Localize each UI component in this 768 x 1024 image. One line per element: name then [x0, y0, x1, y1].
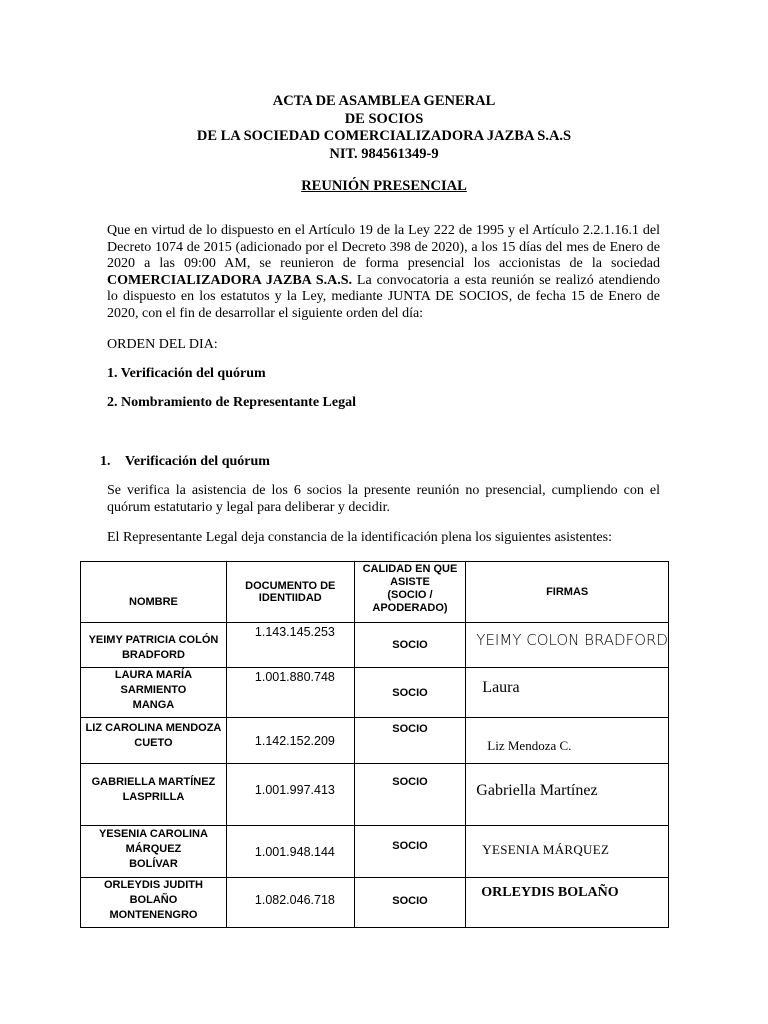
attendee-signature: ORLEYDIS BOLAÑO [466, 878, 669, 928]
meeting-type [0, 178, 768, 195]
attendee-name: LAURA MARÍA SARMIENTO MANGA [81, 668, 227, 718]
table-row [81, 764, 669, 826]
attendee-name: YEIMY PATRICIA COLÓN BRADFORD [81, 623, 227, 668]
attendee-name: ORLEYDIS JUDITH BOLAÑO MONTENENGRO [81, 878, 227, 928]
header-nombre: NOMBRE [81, 562, 227, 623]
attendee-signature: YESENIA MÁRQUEZ [466, 826, 669, 878]
attendee-signature: Laura [466, 668, 669, 718]
title-line: DE SOCIOS [344, 110, 424, 127]
attendee-signature: YEIMY COLON BRADFORD [466, 623, 669, 668]
attendee-calidad: SOCIO [354, 623, 466, 668]
intro-text-after: La convocatoria a esta reunión se realizó atendiendo lo dispuesto en los estatutos y la Ley, mediante JUNTA DE SOCIOS, de fecha 15 de Enero de 2020, con el fin de desarrollar el siguiente orden del día: [107, 272, 660, 321]
table-row [81, 878, 669, 928]
attendee-calidad: SOCIO [354, 764, 466, 826]
agenda-item: 2. Nombramiento de Representante Legal [107, 395, 356, 410]
quorum-paragraph: Se verifica la asistencia de los 6 socios la presente reunión no presencial, cumpliendo con el quórum estatutario y legal para deliberar y decidir. [107, 483, 660, 515]
attendee-document: 1.142.152.209 [226, 718, 354, 764]
attendee-document: 1.001.997.413 [226, 764, 354, 826]
attendee-document: 1.143.145.253 [226, 623, 354, 668]
attendees-intro-paragraph: El Representante Legal deja constancia de la identificación plena los siguientes asistentes: [107, 530, 612, 545]
table-row [81, 826, 669, 878]
document-title [0, 93, 768, 163]
attendee-calidad: SOCIO [354, 668, 466, 718]
header-documento: DOCUMENTO DE IDENTIIDAD [226, 562, 354, 623]
attendee-document: 1.001.948.144 [226, 826, 354, 878]
company-name: COMERCIALIZADORA JAZBA S.A.S. [107, 272, 353, 288]
header-calidad: CALIDAD EN QUE ASISTE (SOCIO / APODERADO) [354, 562, 466, 623]
title-line: DE LA SOCIEDAD COMERCIALIZADORA JAZBA S.A.S [196, 128, 572, 144]
title-line: NIT. 984561349-9 [329, 145, 439, 162]
agenda-item: 1. Verificación del quórum [107, 366, 266, 381]
attendee-name: GABRIELLA MARTÍNEZ LASPRILLA [81, 764, 227, 826]
intro-text-before: Que en virtud de lo dispuesto en el Artículo 19 de la Ley 222 de 1995 y el Artículo 2.2.1.16.1 del Decreto 1074 de 2015 (adicionado por el Decreto 398 de 2020), a los 15 días del mes de Enero de 2020 a las 09:00 AM, se reunieron de forma presencial los accionistas de la sociedad [107, 223, 660, 272]
attendee-calidad: SOCIO [354, 878, 466, 928]
header-firmas: FIRMAS [466, 562, 669, 623]
attendee-document: 1.001.880.748 [226, 668, 354, 718]
section-heading [100, 454, 270, 470]
attendee-calidad: SOCIO [354, 718, 466, 764]
table-header-row [81, 562, 669, 623]
table-row [81, 668, 669, 718]
attendee-name: YESENIA CAROLINA MÁRQUEZ BOLÍVAR [81, 826, 227, 878]
title-line: ACTA DE ASAMBLEA GENERAL [272, 93, 496, 109]
attendance-table [80, 561, 669, 928]
intro-paragraph [107, 223, 660, 323]
meeting-type-text: REUNIÓN PRESENCIAL [301, 178, 467, 194]
section-number: 1. [100, 454, 111, 469]
attendee-name: LIZ CAROLINA MENDOZA CUETO [81, 718, 227, 764]
attendee-document: 1.082.046.718 [226, 878, 354, 928]
agenda-heading: ORDEN DEL DIA: [107, 337, 218, 352]
attendee-calidad: SOCIO [354, 826, 466, 878]
table-row [81, 718, 669, 764]
table-row [81, 623, 669, 668]
section-title: Verificación del quórum [125, 454, 270, 469]
attendee-signature: Liz Mendoza C. [466, 718, 669, 764]
attendee-signature: Gabriella Martínez [466, 764, 669, 826]
